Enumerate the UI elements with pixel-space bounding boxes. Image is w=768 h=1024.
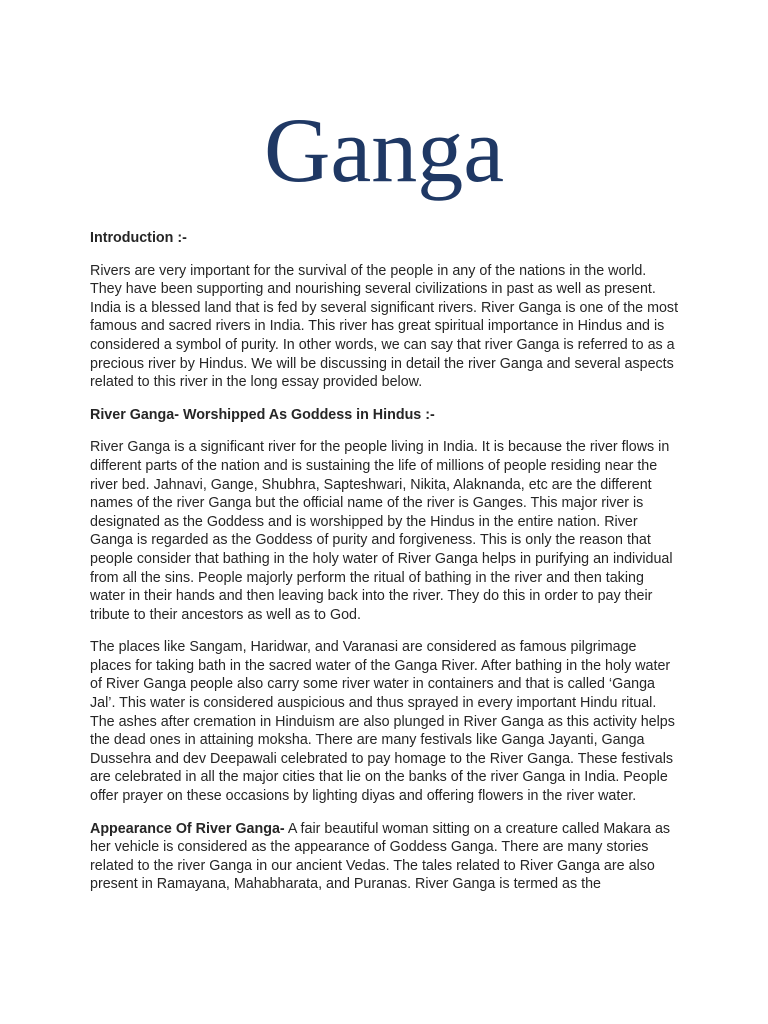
worship-paragraph-1: River Ganga is a significant river for the people living in India. It is because the river flows in different parts of the nation and is sustaining the life of millions of people residing near the river bed. Jahnavi, Gange, Shubhra, Sapteshwari, Nikita, Alaknanda, etc are the different names of the river Ganga but the official name of the river is Ganges. This major river is designated as the Goddess and is worshipped by the Hindus in the entire nation. River Ganga is regarded as the Goddess of purity and forgiveness. This is only the reason that people consider that bathing in the holy water of River Ganga helps in purifying an individual from all the sins. People majorly perform the ritual of bathing in the river and then taking water in their hands and then leaving back into the river. They do this in order to pay their tribute to their ancestors as well as to God. (90, 439, 673, 623)
intro-heading: Introduction :- (90, 230, 187, 246)
intro-paragraph: Rivers are very important for the survival of the people in any of the nations in the world. They have been supporting and nourishing several civilizations in past as well as present. India is a blessed land that is fed by several significant rivers. River Ganga is one of the most famous and sacred rivers in India. This river has great spiritual importance in Hindus and is considered a symbol of purity. In other words, we can say that river Ganga is referred to as a precious river by Hindus. We will be discussing in detail the river Ganga and several aspects related to this river in the long essay provided below. (90, 262, 679, 391)
worship-heading: River Ganga- Worshipped As Goddess in Hindus :- (90, 406, 435, 423)
document-body (90, 229, 680, 908)
appearance-text: A fair beautiful woman sitting on a creature called Makara as her vehicle is considered as the appearance of Goddess Ganga. There are many stories related to the river Ganga in our ancient Vedas. The tales related to River Ganga are also present in Ramayana, Mahabharata, and Puranas. River Ganga is termed as the (90, 820, 671, 893)
appearance-paragraph (90, 820, 680, 894)
worship-paragraph-2: The places like Sangam, Haridwar, and Varanasi are considered as famous pilgrimage places for taking bath in the sacred water of the Ganga River. After bathing in the holy water of River Ganga people also carry some river water in containers and that is called ‘Ganga Jal’. This water is considered auspicious and thus sprayed in every important Hindu ritual. The ashes after cremation in Hinduism are also plunged in River Ganga as this activity helps the dead ones in attaining moksha. There are many festivals like Ganga Jayanti, Ganga Dussehra and dev Deepawali celebrated to pay homage to the River Ganga. These festivals are celebrated in all the major cities that lie on the banks of the river Ganga in India. People offer prayer on these occasions by lighting diyas and offering flowers in the river water. (90, 639, 675, 805)
appearance-lead: Appearance Of River Ganga- (90, 820, 285, 837)
document-title: Ganga (263, 99, 505, 201)
